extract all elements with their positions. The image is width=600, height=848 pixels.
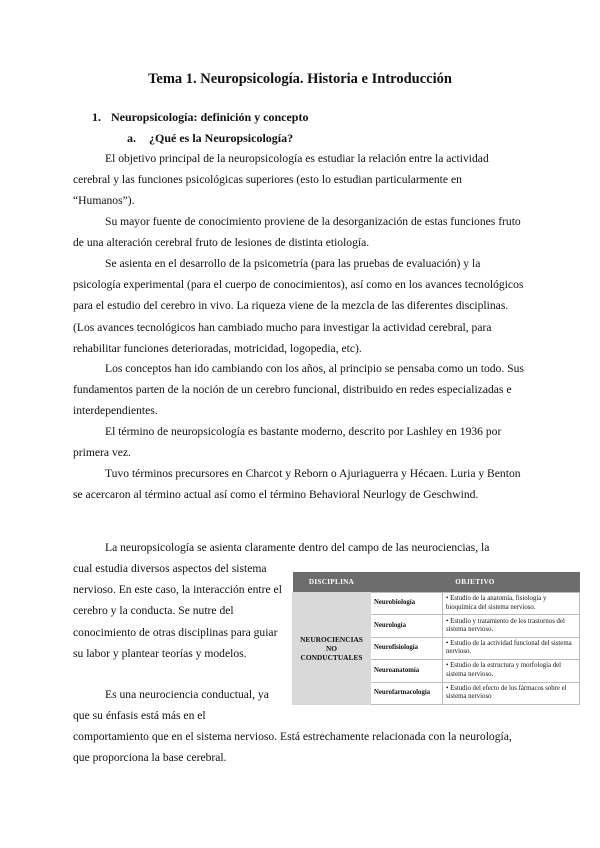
paragraph: Su mayor fuente de conocimiento proviene de la desorganización de estas funciones fruto de una alteración cerebral fruto de lesiones de distinta etiología.: [73, 215, 521, 250]
paragraph-wrapped: cual estudia diversos aspectos del sistema nervioso. En este caso, la interacción entre el cerebro y la conducta. Se nutre del conocimiento de otras disciplinas para guiar su labor y plantear teorías y modelos.: [73, 562, 282, 660]
disciplines-table: [292, 572, 580, 705]
paragraph: El término de neuropsicología es bastante moderno, descrito por Lashley en 1936 por primera vez.: [73, 425, 502, 460]
section-label: Neuropsicología: definición y concepto: [111, 110, 309, 124]
table-cell-discipline: Neurofisiología: [371, 637, 443, 659]
section-heading: [92, 110, 308, 125]
paragraph: Tuvo términos precursores en Charcot y Reborn o Ajuriaguerra y Hécaen. Luria y Benton se acercaron al término actual así como el término Behavioral Neurlogy de Geschwind.: [73, 467, 521, 502]
table-header: DISCIPLINA: [293, 572, 371, 593]
table-cell-discipline: Neurofarmacología: [371, 682, 443, 704]
table-header: OBJETIVO: [371, 572, 580, 593]
subsection-heading: [127, 131, 293, 146]
table-cell-objective: • Estudio de la anatomía, fisiología y bioquímica del sistema nervioso.: [443, 593, 580, 615]
subsection-label: ¿Qué es la Neuropsicología?: [149, 131, 294, 145]
paragraph-wrapped: Es una neurociencia conductual, ya que su énfasis está más en el: [73, 688, 269, 723]
table-cell-objective: • Estudio de la actividad funcional del sistema nervioso.: [443, 637, 580, 659]
table-cell-objective: • Estudio del efecto de los fármacos sobre el sistema nervioso: [443, 682, 580, 704]
table-group-label: NEUROCIENCIAS NO CONDUCTUALES: [293, 593, 371, 705]
table-cell-objective: • Estudio de la estructura y morfología del sistema nervioso.: [443, 660, 580, 682]
paragraph-first-line: La neuropsicología se asienta claramente dentro del campo de las neurociencias, la: [105, 541, 490, 554]
subsection-number: a.: [127, 131, 136, 145]
paragraph: El objetivo principal de la neuropsicología es estudiar la relación entre la actividad cerebral y las funciones psicológicas superiores (esto lo estudian particularmente en “Humanos”).: [73, 152, 489, 208]
table-cell-discipline: Neurobiología: [371, 593, 443, 615]
paragraph: comportamiento que en el sistema nervioso. Está estrechamente relacionada con la neurología, que proporciona la base cerebral.: [73, 730, 512, 765]
section-number: 1.: [92, 110, 101, 124]
page-title: Tema 1. Neuropsicología. Historia e Introducción: [148, 71, 452, 87]
table-row: [293, 593, 580, 615]
table-cell-objective: • Estudio y tratamiento de los trastornos del sistema nervioso.: [443, 615, 580, 637]
table-cell-discipline: Neuroanatomía: [371, 660, 443, 682]
table-header-row: [293, 572, 580, 593]
paragraph: Los conceptos han ido cambiando con los años, al principio se pensaba como un todo. Sus fundamentos parten de la noción de un cerebro funcional, distribuido en redes especializadas e interdependientes.: [73, 362, 524, 418]
paragraph: Se asienta en el desarrollo de la psicometría (para las pruebas de evaluación) y la psicología experimental (para el cuerpo de conocimientos), así como en los avances tecnológicos para el estudio del cerebro in vivo. La riqueza viene de la mezcla de las diferentes disciplinas. (Los avances tecnológicos han cambiado mucho para investigar la actividad cerebral, para rehabilitar funciones deterioradas, motricidad, logopedia, etc).: [73, 257, 524, 355]
table-cell-discipline: Neurología: [371, 615, 443, 637]
